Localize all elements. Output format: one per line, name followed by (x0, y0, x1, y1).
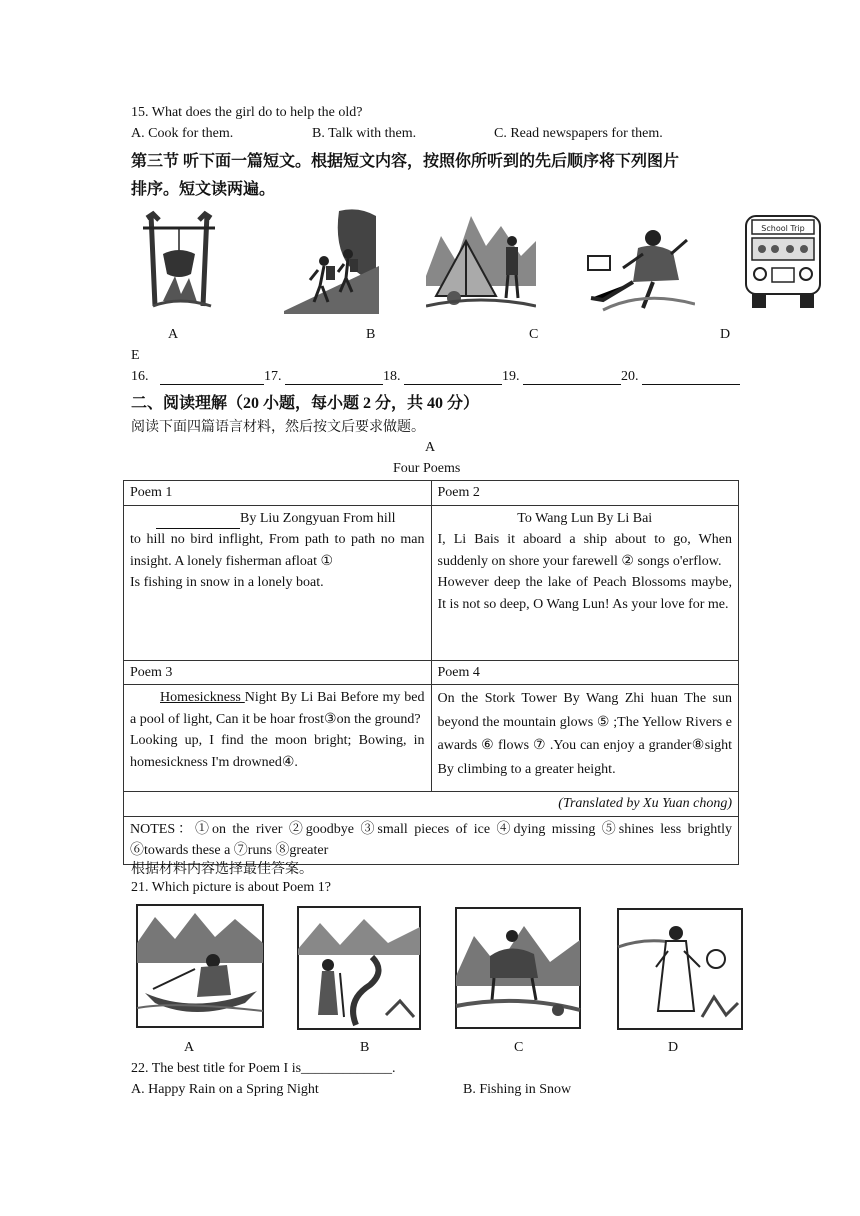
passage-letter: A (425, 440, 436, 455)
listening-label-c: C (529, 327, 539, 342)
poem2-header: Poem 2 (431, 481, 739, 506)
q21-label-c: C (514, 1040, 524, 1055)
section3-heading-line2: 排序。短文读两遍。 (131, 181, 276, 198)
resting-man-picture (583, 220, 695, 316)
poem2-title: To Wang Lun By Li Bai (517, 510, 653, 526)
poem3-body (124, 685, 432, 792)
answer-16: 16. (131, 369, 149, 384)
q15-option-b: B. Talk with them. (312, 126, 417, 141)
poem1-line3: Is fishing in snow in a lonely boat. (130, 575, 324, 590)
poem1-header: Poem 1 (124, 481, 432, 506)
poem1-body (124, 505, 432, 660)
tent-camp-picture (426, 206, 536, 312)
listening-label-d: D (720, 327, 731, 342)
question-21: 21. Which picture is about Poem 1? (131, 880, 331, 895)
choose-instruction: 根据材料内容选择最佳答案。 (131, 862, 313, 877)
horseman-mountain-picture (454, 906, 582, 1030)
part2-instruction: 阅读下面四篇语言材料，然后按文后要求做题。 (131, 420, 425, 435)
q22-option-b: B. Fishing in Snow (463, 1082, 572, 1097)
translator-credit: (Translated by Xu Yuan chong) (124, 792, 739, 817)
traveler-river-picture (296, 905, 422, 1031)
poem2-line2: However deep the lake of Peach Blossoms maybe, It is not so deep, O Wang Lun! As your love for me. (437, 575, 732, 612)
poem2-body (431, 505, 739, 660)
poem4-text: On the Stork Tower By Wang Zhi huan The sun beyond the mountain glows ⑤ ;The Yellow Rivers e awards ⑥ flows ⑦ .You can enjoy a grander⑧sight By climbing to a greater height. (437, 691, 732, 777)
answer-18-blank[interactable] (404, 370, 502, 385)
poems-table (123, 480, 739, 865)
q21-label-a: A (184, 1040, 195, 1055)
answer-20-blank[interactable] (642, 370, 740, 385)
poem-notes: NOTES：①on the river ②goodbye ③small pieces of ice ④dying missing ⑤shines less brightly ⑥towards these a ⑦runs ⑧greater (124, 816, 739, 864)
listening-label-a: A (168, 327, 179, 342)
poem3-header: Poem 3 (124, 660, 432, 685)
q15-option-c: C. Read newspapers for them. (494, 126, 663, 141)
answer-18: 18. (383, 369, 401, 384)
listening-label-e: E (131, 348, 140, 363)
poem4-header: Poem 4 (431, 660, 739, 685)
poem2-line1: I, Li Bais it aboard a ship about to go, When suddenly on shore your farewell ② songs o'erflow. (437, 532, 732, 569)
scholar-moon-picture (616, 907, 744, 1031)
answer-19: 19. (502, 369, 520, 384)
fisherman-boat-picture (135, 903, 265, 1029)
part2-heading: 二、阅读理解（20 小题，每小题 2 分，共 40 分） (131, 395, 480, 412)
svg-text:School Trip: School Trip (761, 224, 805, 233)
q21-label-d: D (668, 1040, 679, 1055)
poem3-title: Homesickness (160, 690, 245, 705)
answer-20: 20. (621, 369, 639, 384)
question-15: 15. What does the girl do to help the old? (131, 105, 363, 120)
poem1-line2: to hill no bird inflight, From path to path no man insight. A lonely fisherman afloat ① (130, 532, 425, 569)
answer-17-blank[interactable] (285, 370, 383, 385)
passage-title: Four Poems (393, 461, 461, 476)
q22-option-a: A. Happy Rain on a Spring Night (131, 1082, 319, 1097)
poem1-line1: By Liu Zongyuan From hill (240, 510, 396, 526)
poem3-line1: Night By Li Bai Before my bed a pool of light, Can it be hoar frost③on the ground? (130, 690, 425, 727)
listening-label-b: B (366, 327, 376, 342)
question-22: 22. The best title for Poem I is_____________. (131, 1061, 396, 1076)
section3-heading-line1: 第三节 听下面一篇短文。根据短文内容，按照你所听到的先后顺序将下列图片 (131, 153, 680, 170)
hikers-picture (284, 206, 379, 314)
q21-label-b: B (360, 1040, 370, 1055)
poem1-title-blank[interactable] (156, 514, 240, 529)
answer-line (131, 369, 740, 385)
answer-17: 17. (264, 369, 282, 384)
poem3-line2: Looking up, I find the moon bright; Bowing, in homesickness I'm drowned④. (130, 733, 425, 770)
q15-option-a: A. Cook for them. (131, 126, 234, 141)
poem4-body (431, 685, 739, 792)
answer-19-blank[interactable] (523, 370, 621, 385)
school-bus-picture (742, 210, 824, 314)
campfire-pot-picture (133, 206, 223, 311)
answer-16-blank[interactable] (160, 370, 264, 385)
